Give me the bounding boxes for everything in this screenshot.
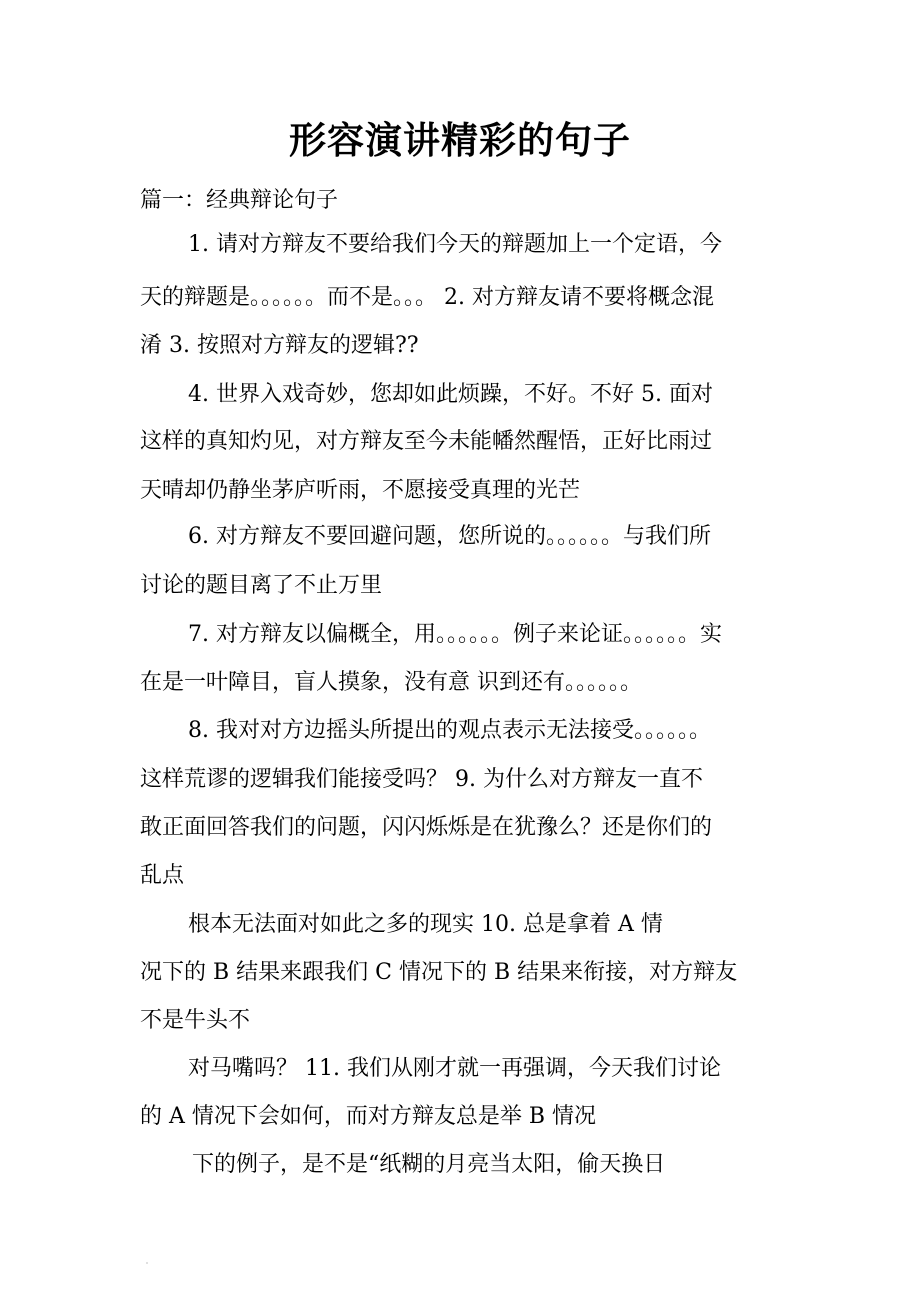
paragraph-line: 1. 请对方辩友不要给我们今天的辩题加上一个定语，今 — [188, 232, 722, 257]
paragraph-line: 天的辩题是。。。。。。而不是。。。 2. 对方辩友请不要将概念混 — [140, 285, 714, 310]
section-heading: 篇一：经典辩论句子 — [140, 188, 339, 213]
scan-speck — [146, 1262, 148, 1264]
paragraph-line: 况下的 B 结果来跟我们 C 情况下的 B 结果来衔接，对方辩友 — [140, 960, 738, 985]
paragraph-line: 对马嘴吗？ 11. 我们从刚才就一再强调，今天我们讨论 — [188, 1056, 721, 1081]
paragraph-line: 的 A 情况下会如何，而对方辩友总是举 B 情况 — [140, 1104, 597, 1129]
paragraph-line: 乱点 — [140, 863, 185, 888]
paragraph-line: 敢正面回答我们的问题，闪闪烁烁是在犹豫么？还是你们的 — [140, 815, 713, 840]
paragraph-line: 根本无法面对如此之多的现实 10. 总是拿着 A 情 — [188, 912, 663, 937]
paragraph-line: 这样的真知灼见，对方辩友至今未能幡然醒悟，正好比雨过 — [140, 429, 713, 454]
paragraph-line: 不是牛头不 — [140, 1008, 251, 1033]
paragraph-line: 在是一叶障目，盲人摸象，没有意 识到还有。。。。。。 — [140, 670, 642, 695]
paragraph-line: 6. 对方辩友不要回避问题，您所说的。。。。。。与我们所 — [188, 524, 711, 549]
paragraph-line: 讨论的题目离了不止万里 — [140, 573, 383, 598]
paragraph-line: 7. 对方辩友以偏概全，用。。。。。。例子来论证。。。。。。实 — [188, 622, 722, 647]
paragraph-line: 淆 3. 按照对方辩友的逻辑?? — [140, 333, 419, 358]
paragraph-line: 8. 我对对方边摇头所提出的观点表示无法接受。。。。。。 — [188, 718, 711, 743]
paragraph-line: 4. 世界入戏奇妙，您却如此烦躁，不好。不好 5. 面对 — [188, 382, 713, 407]
paragraph-line: 天晴却仍静坐茅庐听雨，不愿接受真理的光芒 — [140, 478, 581, 503]
document-title: 形容演讲精彩的句子 — [289, 118, 631, 162]
paragraph-line: 下的例子，是不是“纸糊的月亮当太阳，偷天换日 — [192, 1152, 666, 1177]
paragraph-line: 这样荒谬的逻辑我们能接受吗？ 9. 为什么对方辩友一直不 — [140, 767, 703, 792]
